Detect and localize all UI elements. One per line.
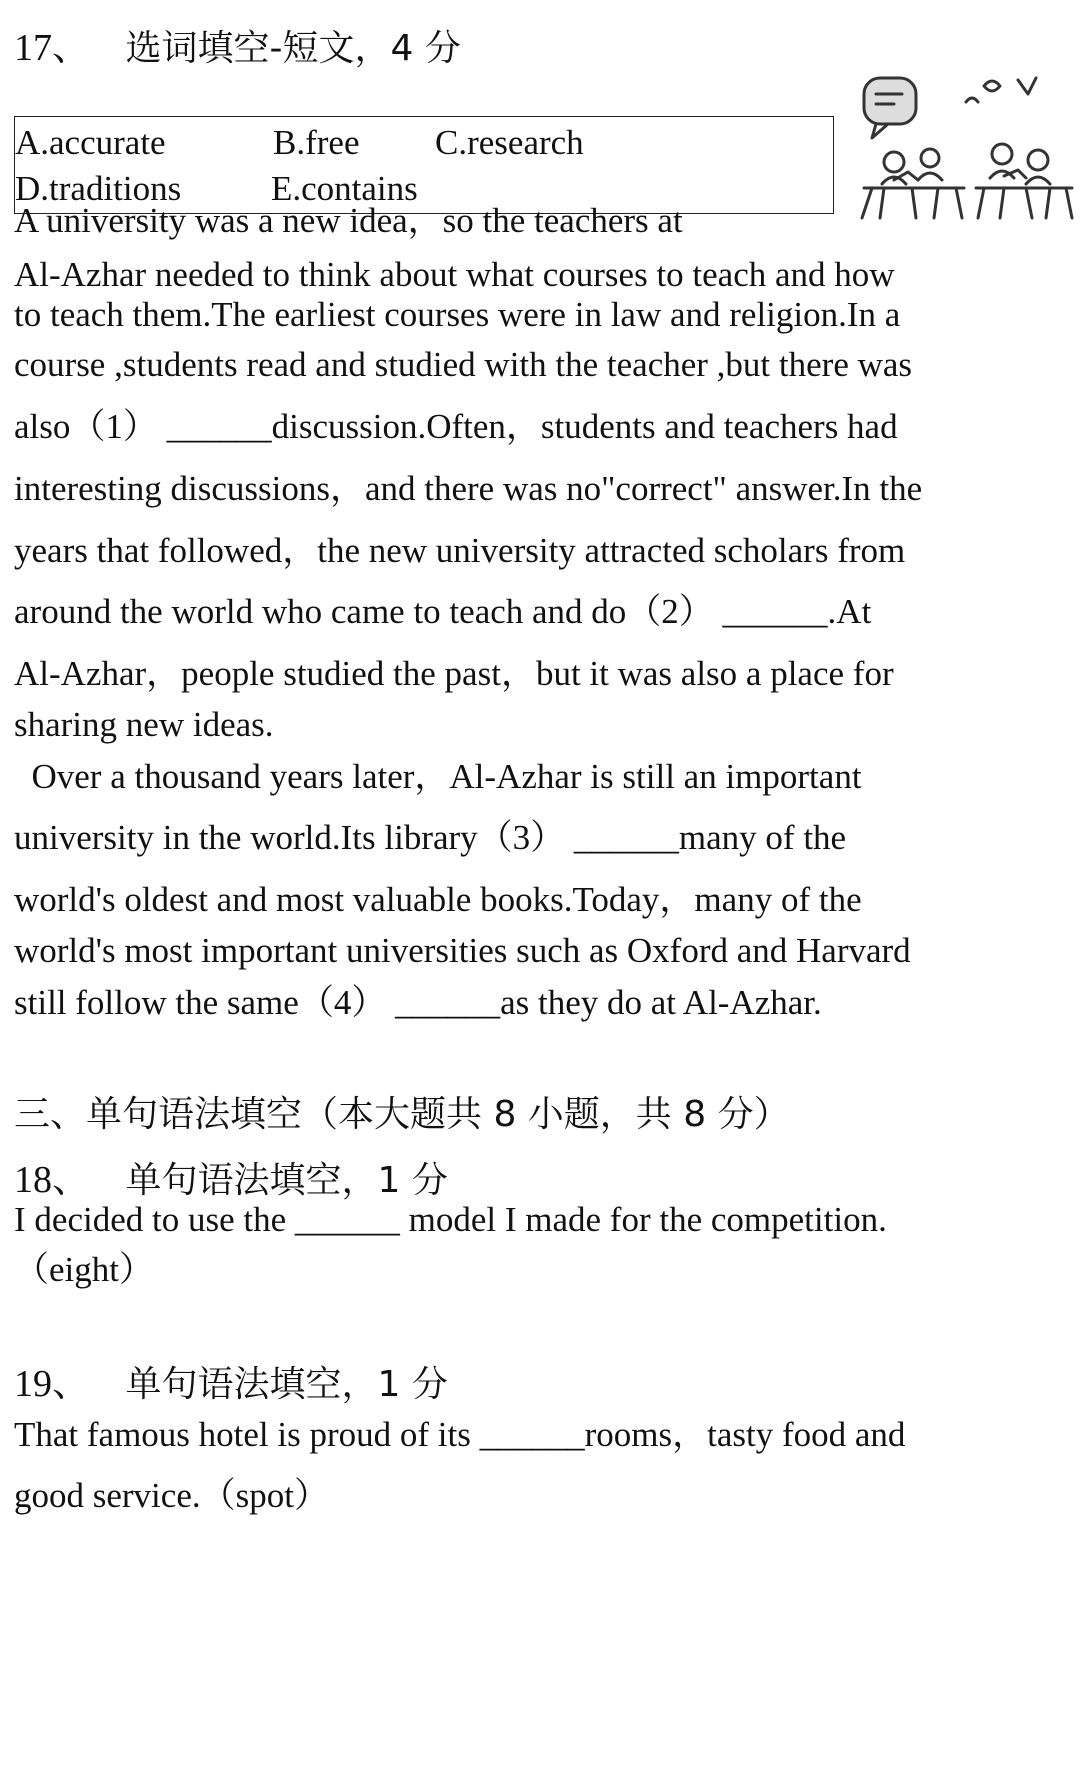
passage-line-8: around the world who came to teach and do（2） ______.At [14, 592, 872, 631]
q19-number: 19、 [14, 1363, 91, 1405]
q17-header [14, 16, 461, 71]
q18-line-1: I decided to use the ______ model I made for the competition. [14, 1200, 887, 1239]
q19-line-1: That famous hotel is proud of its ______rooms，tasty food and [14, 1415, 906, 1454]
passage-line-7: years that followed，the new university attracted scholars from [14, 531, 906, 570]
q19-line-2: good service.（spot） [14, 1476, 329, 1515]
passage-line-6: interesting discussions，and there was no"correct" answer.In the [14, 469, 923, 508]
option-d: D.traditions [15, 169, 182, 208]
option-b: B.free [273, 123, 360, 162]
option-a: A.accurate [15, 123, 166, 162]
passage-line-1: A university was a new idea，so the teachers at [14, 201, 683, 240]
option-c: C.research [435, 123, 584, 162]
passage-line-9: Al-Azhar，people studied the past，but it was also a place for [14, 654, 894, 693]
word-options-box [14, 116, 834, 214]
passage-line-13: world's oldest and most valuable books.Today，many of the [14, 880, 862, 919]
q19-header [14, 1352, 448, 1407]
q18-number: 18、 [14, 1159, 91, 1201]
passage-line-15: still follow the same（4） ______as they do at Al-Azhar. [14, 983, 822, 1022]
passage-line-12: university in the world.Its library（3） ______many of the [14, 818, 847, 857]
q18-line-2: （eight） [14, 1250, 154, 1289]
q18-header [14, 1148, 448, 1203]
passage-line-4: course ,students read and studied with the teacher ,but there was [14, 345, 913, 384]
students-studying-illustration-icon [854, 72, 1076, 220]
passage-line-14: world's most important universities such as Oxford and Harvard [14, 931, 911, 970]
q17-number: 17、 [14, 27, 91, 69]
passage-line-11: Over a thousand years later，Al-Azhar is still an important [14, 757, 862, 796]
q17-title: 选词填空-短文，4 分 [125, 28, 461, 69]
option-e: E.contains [271, 169, 418, 208]
passage-line-2: Al-Azhar needed to think about what courses to teach and how [14, 255, 895, 294]
q19-title: 单句语法填空，1 分 [125, 1364, 448, 1405]
section-three-title: 三、单句语法填空（本大题共 8 小题，共 8 分） [14, 1094, 790, 1135]
passage-line-10: sharing new ideas. [14, 705, 274, 744]
passage-line-3: to teach them.The earliest courses were in law and religion.In a [14, 295, 901, 334]
q18-title: 单句语法填空，1 分 [125, 1160, 448, 1201]
passage-line-5: also（1） ______discussion.Often，students and teachers had [14, 407, 898, 446]
